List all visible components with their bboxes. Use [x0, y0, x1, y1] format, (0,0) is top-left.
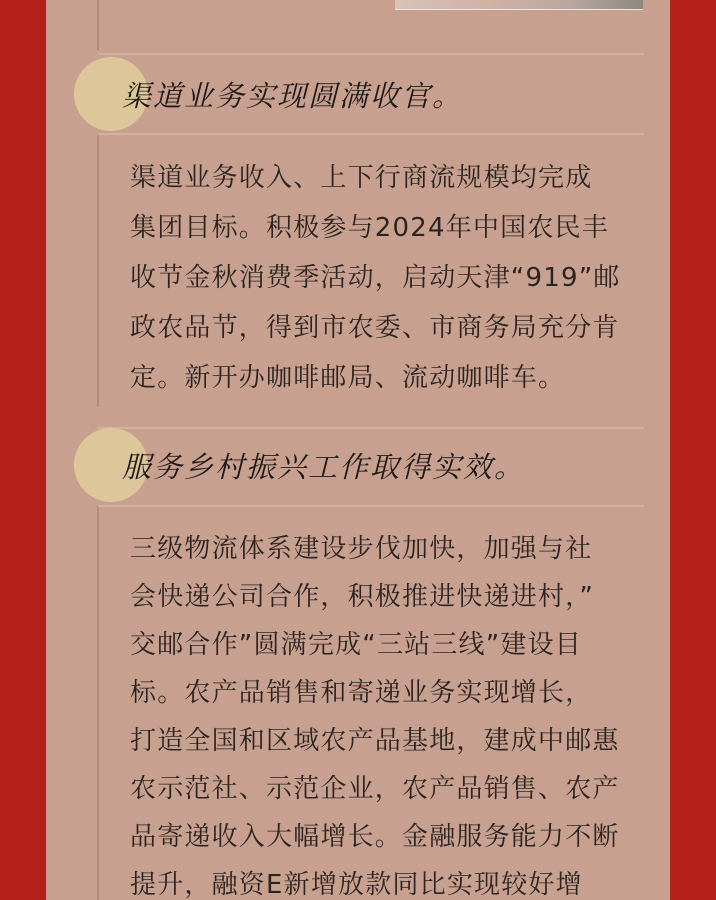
section-divider: [98, 427, 644, 429]
paragraph-line: 标。农产品销售和寄递业务实现增长，: [130, 678, 593, 708]
section-divider: [98, 505, 644, 507]
section-divider: [98, 53, 644, 55]
paragraph-line: 三级物流体系建设步伐加快，加强与社: [130, 534, 593, 564]
section-paragraph: [130, 153, 650, 403]
photo-fragment: [395, 0, 643, 10]
paragraph-line: 品寄递收入大幅增长。金融服务能力不断: [130, 822, 620, 852]
timeline-line: [97, 135, 99, 407]
paragraph-line: 定。新开办咖啡邮局、流动咖啡车。: [130, 363, 566, 393]
paragraph-line: 政农品节，得到市农委、市商务局充分肯: [130, 313, 620, 343]
paragraph-line: 交邮合作”圆满完成“三站三线”建设目: [130, 630, 583, 660]
timeline-line: [97, 0, 99, 50]
paragraph-line: 渠道业务收入、上下行商流规模均完成: [130, 163, 593, 193]
section-divider: [98, 133, 644, 135]
section-heading: 服务乡村振兴工作取得实效。: [122, 450, 526, 484]
section-paragraph: [130, 525, 650, 900]
paragraph-line: 会快递公司合作，积极推进快递进村，”: [130, 582, 595, 612]
paragraph-line: 打造全国和区域农产品基地，建成中邮惠: [130, 726, 620, 756]
paragraph-line: 收节金秋消费季活动，启动天津“919”邮: [130, 263, 621, 293]
paragraph-line: 集团目标。积极参与2024年中国农民丰: [130, 213, 609, 243]
timeline-line: [97, 505, 99, 900]
paragraph-line: 农示范社、示范企业，农产品销售、农产: [130, 774, 620, 804]
section-heading: 渠道业务实现圆满收官。: [122, 79, 464, 113]
paragraph-line: 提升，融资E新增放款同比实现较好增: [130, 870, 583, 900]
